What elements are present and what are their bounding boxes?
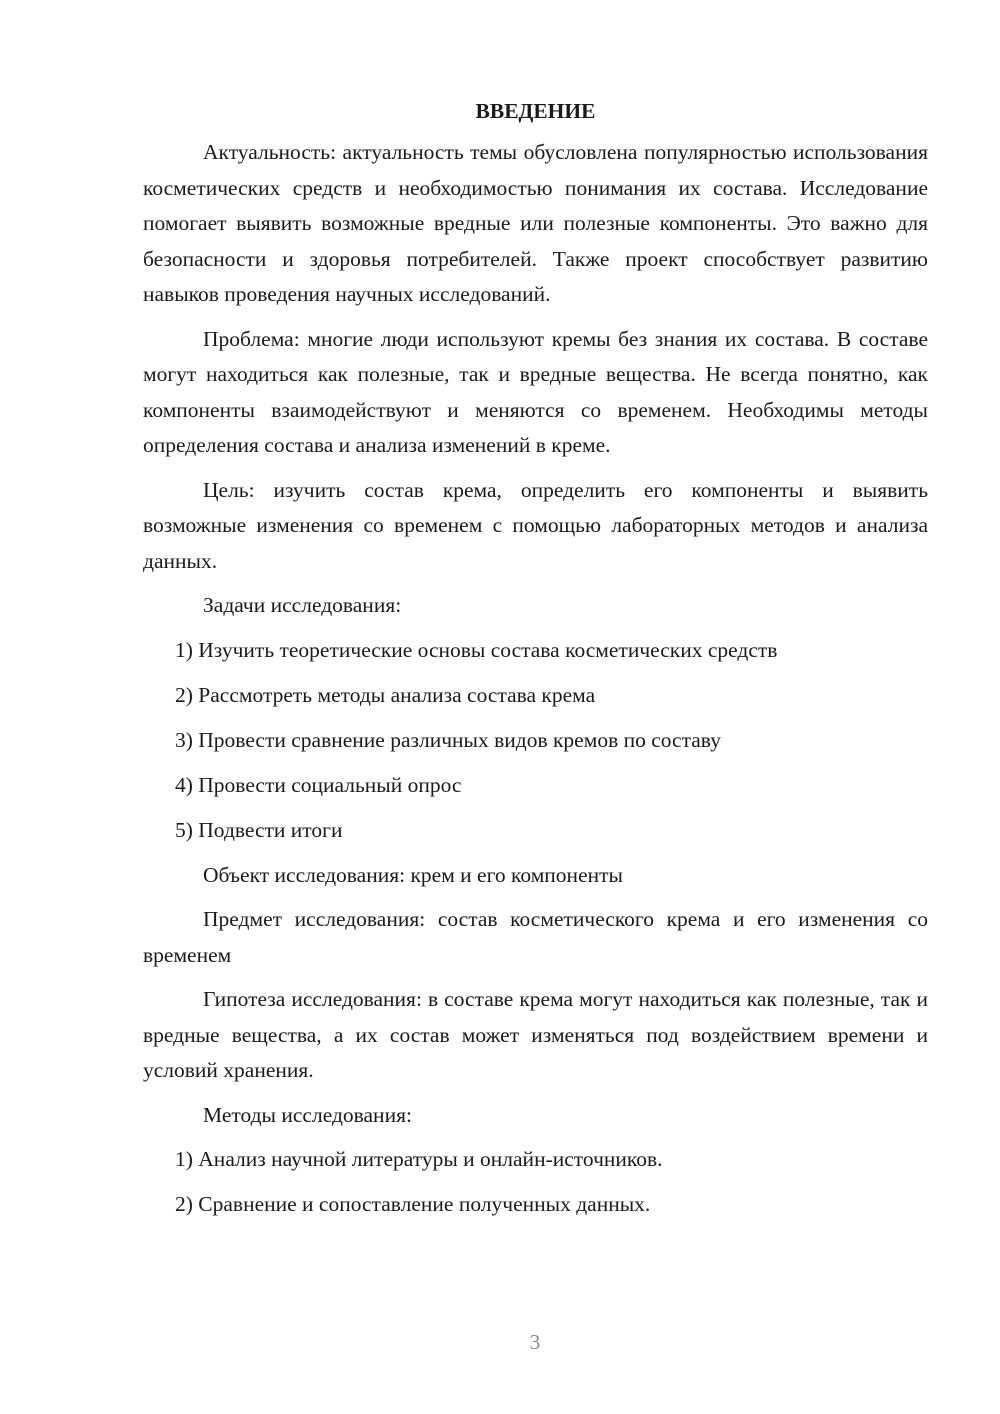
page-number: 3 [529, 1330, 541, 1354]
paragraph-relevance: Актуальность: актуальность темы обусловлена популярностью использования косметических средств и необходимостью понимания их состава. Исследование помогает выявить возможные вредные или полезные компоненты. Это важно для безопасности и здоровья потребителей. Также проект способствует развитию навыков проведения научных исследований. [143, 140, 928, 306]
paragraph-goal: Цель: изучить состав крема, определить его компоненты и выявить возможные изменения со временем с помощью лабораторных методов и анализа данных. [143, 477, 928, 573]
page-content [143, 94, 928, 1232]
list-item: 1) Изучить теоретические основы состава косметических средств [175, 637, 778, 662]
list-item: 5) Подвести итоги [175, 817, 343, 842]
list-item: 2) Рассмотреть методы анализа состава крема [175, 682, 596, 707]
paragraph-subject: Предмет исследования: состав косметического крема и его изменения со временем [143, 907, 928, 967]
list-item: 1) Анализ научной литературы и онлайн-источников. [175, 1147, 663, 1171]
paragraph-problem: Проблема: многие люди используют кремы без знания их состава. В составе могут находиться как полезные, так и вредные вещества. Не всегда понятно, как компоненты взаимодействуют и меняются со временем. Необходимы методы определения состава и анализа изменений в креме. [143, 326, 928, 457]
list-item: 3) Провести сравнение различных видов кремов по составу [175, 727, 721, 752]
tasks-list [143, 633, 928, 849]
list-item: 4) Провести социальный опрос [175, 772, 462, 797]
paragraph-object: Объект исследования: крем и его компоненты [203, 862, 623, 887]
methods-heading: Методы исследования: [203, 1102, 412, 1127]
list-item: 2) Сравнение и сопоставление полученных данных. [175, 1192, 651, 1216]
tasks-heading: Задачи исследования: [203, 593, 402, 617]
paragraph-hypothesis: Гипотеза исследования: в составе крема могут находиться как полезные, так и вредные вещества, а их состав может изменяться под воздействием времени и условий хранения. [143, 987, 928, 1082]
page-title: ВВЕДЕНИЕ [475, 99, 596, 123]
methods-list [143, 1142, 928, 1223]
